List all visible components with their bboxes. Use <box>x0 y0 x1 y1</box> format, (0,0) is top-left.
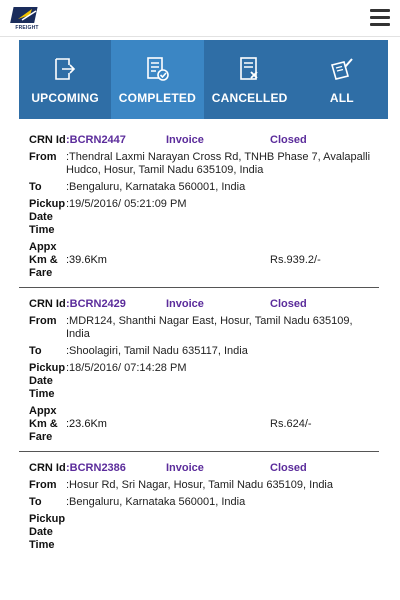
ride-card[interactable] <box>19 134 379 280</box>
to-value: :Shoolagiri, Tamil Nadu 635117, India <box>66 345 248 357</box>
crn-value: :BCRN2386 <box>66 462 126 474</box>
crn-value: :BCRN2429 <box>66 298 126 310</box>
tab-all-label: ALL <box>329 90 354 105</box>
tab-all[interactable] <box>296 40 388 119</box>
pickup-value: :18/5/2016/ 07:14:28 PM <box>66 362 187 374</box>
app-logo[interactable] <box>12 5 42 31</box>
status-text: Closed <box>270 462 307 474</box>
tab-upcoming[interactable] <box>19 40 111 119</box>
to-label: To <box>29 181 42 193</box>
invoice-link[interactable]: Invoice <box>166 298 204 310</box>
km-value: :39.6Km <box>66 254 107 266</box>
tab-cancelled[interactable] <box>204 40 296 119</box>
all-icon <box>328 55 356 83</box>
completed-icon <box>143 55 171 83</box>
from-value: :Thendral Laxmi Narayan Cross Rd, TNHB Phase 7, Avalapalli Hudco, Hosur, Tamil Nadu 635109, India <box>66 151 371 176</box>
to-value: :Bengaluru, Karnataka 560001, India <box>66 496 246 508</box>
km-value: :23.6Km <box>66 418 107 430</box>
to-label: To <box>29 345 42 357</box>
upcoming-icon <box>51 55 79 83</box>
hamburger-menu-icon[interactable] <box>370 9 390 27</box>
fare-value: Rs.939.2/- <box>270 254 321 266</box>
pickup-label: Pickup Date Time <box>29 198 66 236</box>
logo-icon <box>12 5 42 27</box>
tab-cancelled-label: CANCELLED <box>211 90 288 105</box>
pickup-value <box>66 513 379 527</box>
from-label: From <box>29 151 57 163</box>
top-bar <box>0 0 400 37</box>
crn-label: CRN Id <box>29 298 66 310</box>
appx-label: Appx Km & Fare <box>29 405 58 443</box>
pickup-value: :19/5/2016/ 05:21:09 PM <box>66 198 187 210</box>
pickup-label: Pickup Date Time <box>29 513 66 551</box>
from-label: From <box>29 315 57 327</box>
from-label: From <box>29 479 57 491</box>
divider <box>19 451 379 452</box>
to-value: :Bengaluru, Karnataka 560001, India <box>66 181 246 193</box>
tab-completed-label: COMPLETED <box>118 90 196 105</box>
from-value: :MDR124, Shanthi Nagar East, Hosur, Tamil Nadu 635109, India <box>66 315 353 340</box>
crn-label: CRN Id <box>29 134 66 146</box>
fare-value: Rs.624/- <box>270 418 312 430</box>
invoice-link[interactable]: Invoice <box>166 134 204 146</box>
ride-card[interactable] <box>19 298 379 444</box>
logo-text: FREIGHT <box>15 25 39 31</box>
tab-bar <box>19 40 388 119</box>
tab-completed[interactable] <box>111 40 203 119</box>
cancelled-icon <box>236 55 264 83</box>
pickup-label: Pickup Date Time <box>29 362 66 400</box>
status-text: Closed <box>270 134 307 146</box>
ride-list <box>19 134 379 551</box>
tab-upcoming-label: UPCOMING <box>31 90 99 105</box>
divider <box>19 287 379 288</box>
crn-value: :BCRN2447 <box>66 134 126 146</box>
appx-label: Appx Km & Fare <box>29 241 58 279</box>
from-value: :Hosur Rd, Sri Nagar, Hosur, Tamil Nadu 635109, India <box>66 479 333 491</box>
invoice-link[interactable]: Invoice <box>166 462 204 474</box>
crn-label: CRN Id <box>29 462 66 474</box>
ride-card[interactable] <box>19 462 379 551</box>
to-label: To <box>29 496 42 508</box>
status-text: Closed <box>270 298 307 310</box>
